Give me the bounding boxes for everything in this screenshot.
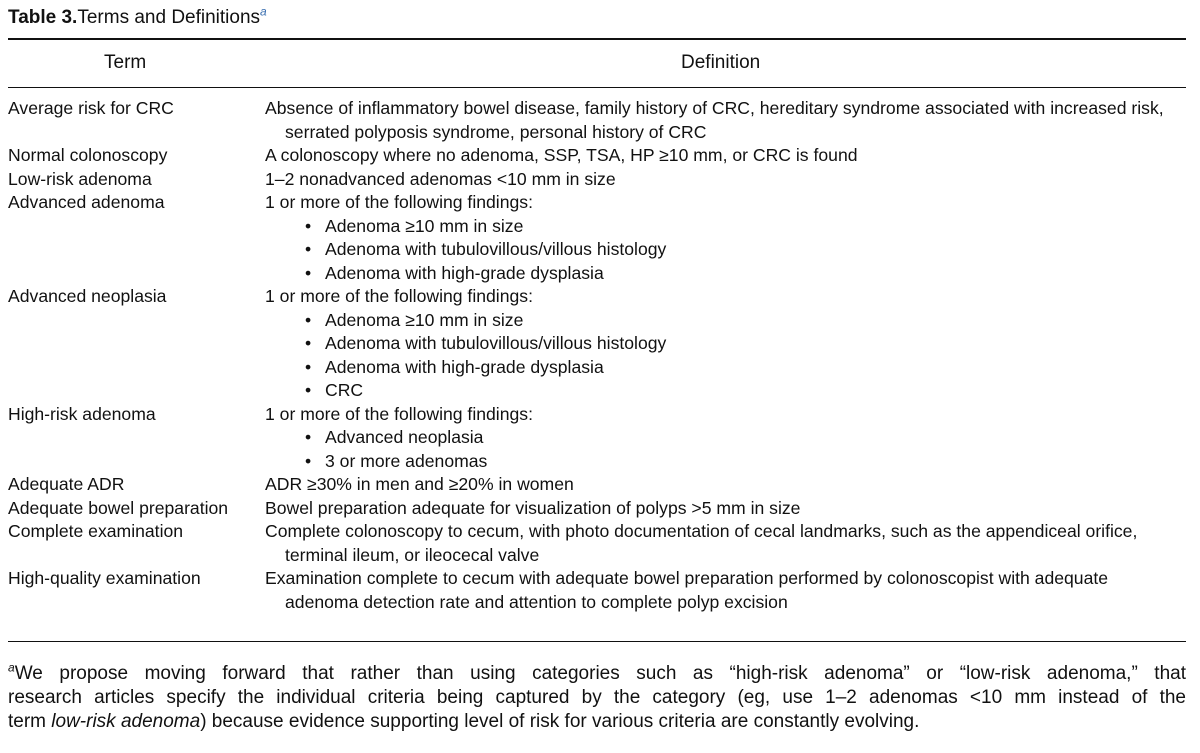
definition-bullet [285,262,1186,286]
term-cell: High-quality examination [8,568,201,588]
table-row [8,191,1186,285]
definition-cell [265,97,1186,144]
term-cell: Adequate ADR [8,474,125,494]
bullet-dot-icon: • [305,333,312,353]
table-body [8,97,1186,614]
bottom-rule [8,641,1186,642]
table-caption [8,6,267,30]
bullet-text: Adenoma with high-grade dysplasia [325,262,604,283]
definition-text: 1 or more of the following findings: [265,403,533,424]
bullet-dot-icon: • [305,262,312,283]
bullet-dot-icon: • [305,450,312,471]
bullet-text: Advanced neoplasia [325,427,484,447]
bullet-dot-icon: • [305,356,312,377]
bullet-dot-icon: • [305,427,312,447]
caption-footnote-marker: a [260,4,267,19]
footnote-marker: a [8,660,15,675]
definition-cell [265,191,1186,285]
table-row [8,473,1186,497]
definition-text: 1–2 nonadvanced adenomas <10 mm in size [265,168,616,189]
definition-cell [265,168,1186,192]
definition-cell [265,473,1186,497]
definition-text: A colonoscopy where no adenoma, SSP, TSA, HP ≥10 mm, or CRC is found [265,145,858,165]
bullet-text: Adenoma with tubulovillous/villous histology [325,333,667,353]
definition-text: 1 or more of the following findings: [265,192,533,212]
bullet-text: Adenoma with tubulovillous/villous histology [325,239,667,259]
bullet-text: Adenoma ≥10 mm in size [325,309,524,330]
bullet-text: Adenoma ≥10 mm in size [325,215,524,236]
footnote-emphasis: low-risk adenoma [51,711,201,732]
definition-cell [265,285,1186,403]
definition-bullet [285,356,1186,380]
column-header-definition: Definition [681,52,761,73]
bullet-text: CRC [325,380,364,400]
table-number: Table 3. [8,7,78,28]
definition-cell [265,567,1186,614]
definition-bullet [285,309,1186,333]
definition-bullet [285,215,1186,239]
table-row [8,520,1186,567]
term-cell: Normal colonoscopy [8,145,168,165]
term-cell: Advanced adenoma [8,192,165,212]
bullet-text: 3 or more adenomas [325,450,488,471]
table-row [8,97,1186,144]
term-cell: Adequate bowel preparation [8,497,229,518]
term-cell: High-risk adenoma [8,403,156,424]
table-row [8,497,1186,521]
table-row [8,567,1186,614]
bullet-text: Adenoma with high-grade dysplasia [325,356,604,377]
definition-bullet [285,379,1186,403]
footnote-line-2: research articles specify the individual criteria being captured by the category (eg, use 1–2 adenomas <10 mm instead of the [8,687,1186,708]
definition-bullet [285,450,1186,474]
table-row [8,144,1186,168]
definition-cell [265,144,1186,168]
term-cell: Complete examination [8,521,184,541]
definition-cell [265,403,1186,474]
column-header-term: Term [104,52,147,73]
table-row [8,285,1186,403]
definition-text: 1 or more of the following findings: [265,286,533,306]
definition-cell [265,497,1186,521]
definition-text: Absence of inflammatory bowel disease, family history of CRC, hereditary syndrome associated with increased risk, serrated polyposis syndrome, personal history of CRC [265,98,1164,142]
definition-text: Bowel preparation adequate for visualization of polyps >5 mm in size [265,497,801,518]
term-cell: Average risk for CRC [8,98,174,118]
table-row [8,168,1186,192]
definition-bullet [285,426,1186,450]
term-cell: Advanced neoplasia [8,286,167,306]
definition-text: ADR ≥30% in men and ≥20% in women [265,474,574,494]
bullet-dot-icon: • [305,215,312,236]
table-footnote [8,662,1186,734]
header-rule [8,87,1186,88]
definition-text: Complete colonoscopy to cecum, with photo documentation of cecal landmarks, such as the appendiceal orifice, terminal ileum, or ileocecal valve [265,521,1138,565]
table-row [8,403,1186,474]
footnote-line-1: $^a$We propose moving forward that rather than using categories such as “high-risk adenoma” or “low-risk adenoma,” that [8,660,1186,684]
definition-text: Examination complete to cecum with adequate bowel preparation performed by colonoscopist with adequate adenoma detection rate and attention to complete polyp excision [265,568,1109,612]
term-cell: Low-risk adenoma [8,168,152,189]
bullet-dot-icon: • [305,239,312,259]
definition-bullet [285,332,1186,356]
table-title: Terms and Definitions [77,7,261,28]
definition-cell [265,520,1186,567]
bullet-dot-icon: • [305,380,312,400]
footnote-line-3: term low-risk adenoma) because evidence supporting level of risk for various criteria are constantly evolving. [8,711,920,732]
bullet-dot-icon: • [305,309,312,330]
top-rule [8,38,1186,40]
definition-bullet [285,238,1186,262]
